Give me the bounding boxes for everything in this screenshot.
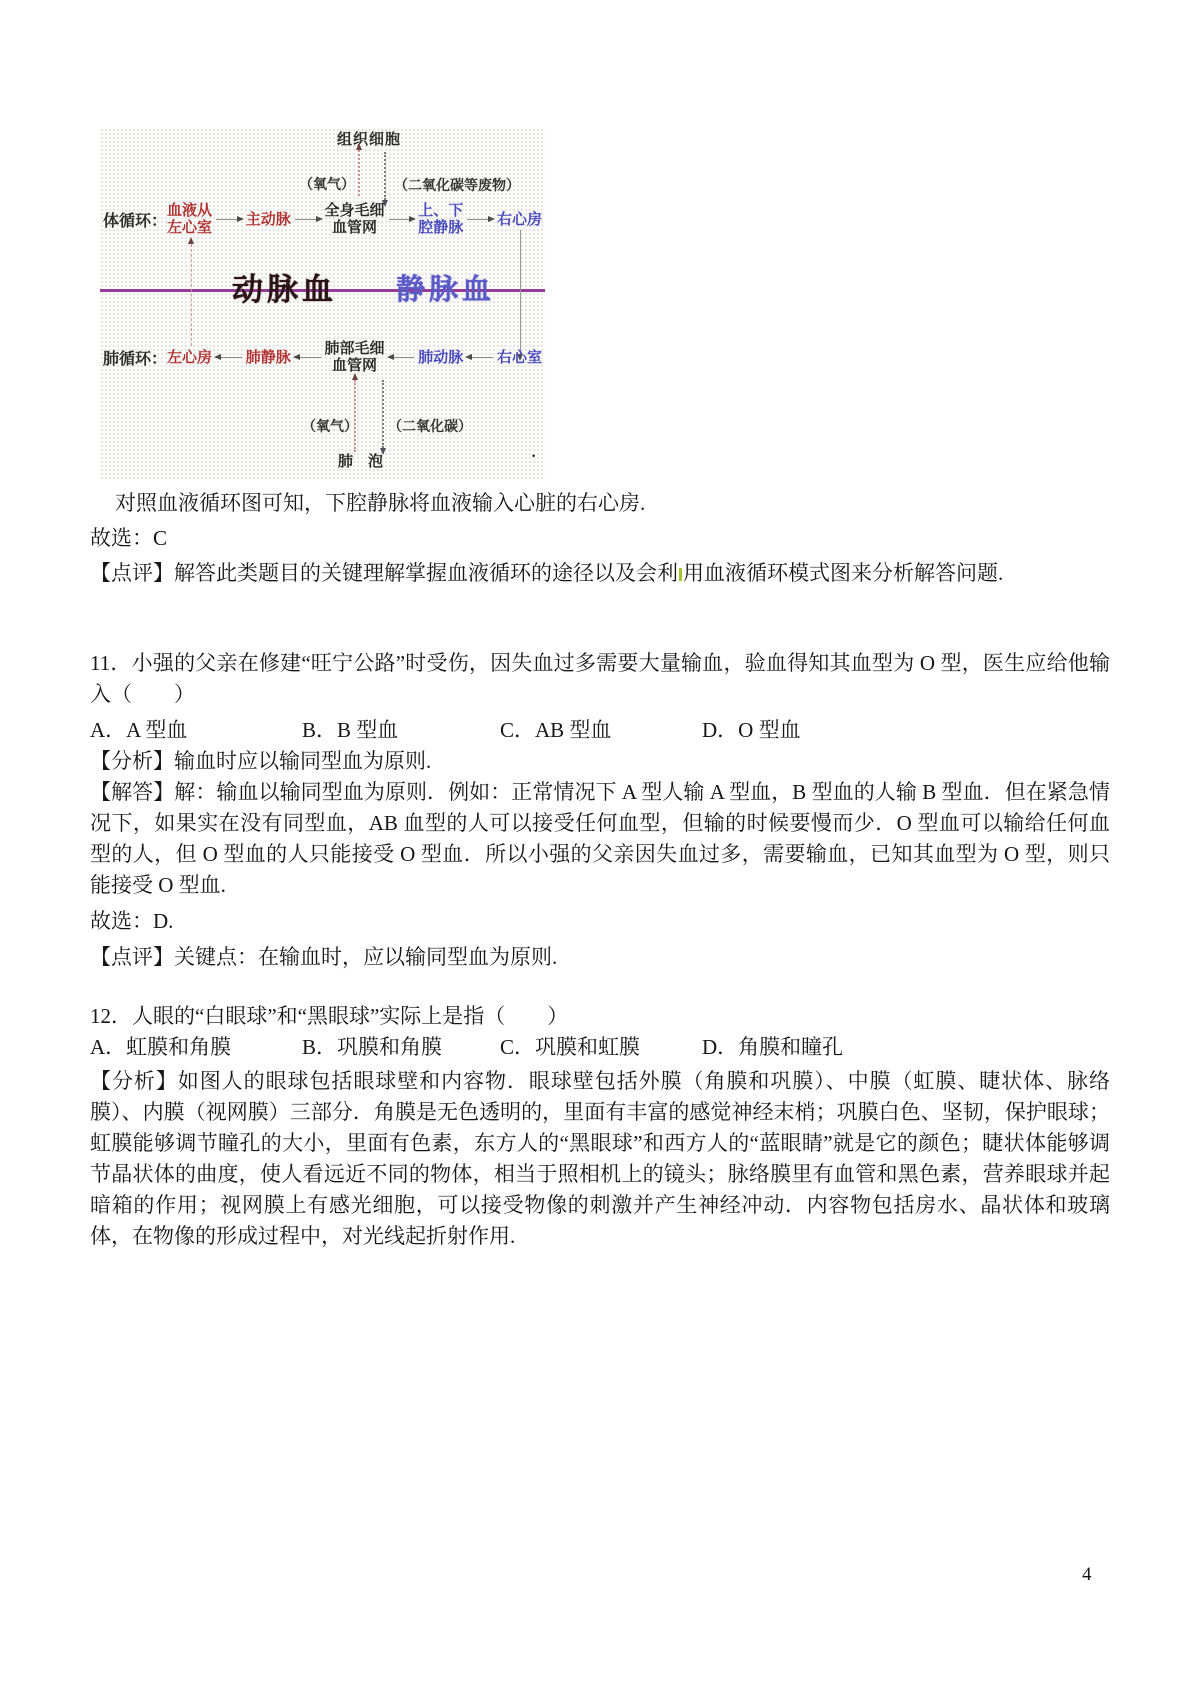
q11-analysis: 【分析】输血时应以输同型血为原则. [90, 749, 432, 773]
diagram-oxygen-bottom-label: （氧气） [302, 418, 358, 434]
q11-stem: 11．小强的父亲在修建“旺宁公路”时受伤，因失血过多需要大量输血，验血得知其血型为 O 型，医生应给他输入（ ） [90, 651, 1110, 706]
question-11 [90, 648, 1110, 973]
node-left-ventricle: 血液从 左心室 [167, 202, 213, 236]
co2-down-arrow-icon [382, 380, 384, 448]
diagram-tissue-cells-label: 组织细胞 [337, 131, 402, 148]
node-pulmonary-vein: 肺静脉 [245, 348, 291, 366]
arrow-left-icon [389, 357, 415, 358]
arrow-right-icon [467, 219, 493, 220]
left-atrium-to-ventricle-arrow-icon [191, 244, 192, 346]
diagram-trailing-period: . [531, 438, 537, 462]
arrow-right-icon [389, 219, 415, 220]
node-pulmonary-artery: 肺动脉 [418, 348, 464, 366]
systemic-label: 体循环： [103, 212, 168, 230]
arrow-right-icon [295, 219, 321, 220]
diagram-oxygen-top-label: （氧气） [299, 176, 355, 192]
oxygen-up-arrow-icon [354, 380, 356, 452]
page-number: 4 [1082, 1564, 1092, 1585]
arrow-left-icon [467, 357, 493, 358]
diagram-co2-bottom-label: （二氧化碳） [388, 418, 472, 434]
node-vena-cava: 上、下 腔静脉 [418, 202, 464, 236]
node-right-atrium: 右心房 [497, 210, 543, 228]
q11-option-c: C．AB 型血 [500, 718, 612, 742]
q12-option-c: C．巩膜和虹膜 [500, 1035, 641, 1059]
q11-options-row [90, 715, 1110, 746]
pulmonary-label: 肺循环： [103, 350, 168, 368]
arrow-left-icon [216, 357, 242, 358]
oxygen-up-arrow-icon [358, 150, 360, 196]
q10-tail-section [90, 486, 1110, 591]
q12-stem: 12．人眼的“白眼球”和“黑眼球”实际上是指（ ） [90, 1004, 569, 1028]
node-left-atrium: 左心房 [167, 348, 213, 366]
co2-down-arrow-icon [384, 152, 386, 200]
right-atrium-to-ventricle-arrow-icon [520, 230, 521, 354]
q11-option-a: A．A 型血 [90, 718, 188, 742]
arrow-left-icon [295, 357, 321, 358]
diagram-alveoli-label: 肺 泡 [338, 453, 384, 470]
q11-option-d: D．O 型血 [702, 718, 801, 742]
q10-comment: 【点评】解答此类题目的关键理解掌握血液循环的途径以及会利 用血液循环模式图来分析解答问题. [90, 561, 1004, 585]
q11-answer: 故选：D. [90, 909, 174, 933]
q12-option-a: A．虹膜和角膜 [90, 1035, 232, 1059]
q12-analysis: 【分析】如图人的眼球包括眼球壁和内容物．眼球壁包括外膜（角膜和巩膜）、中膜（虹膜、睫状体、脉络膜）、内膜（视网膜）三部分．角膜是无色透明的，里面有丰富的感觉神经末梢；巩膜白色、坚韧，保护眼球；虹膜能够调节瞳孔的大小，里面有色素，东方人的“黑眼球”和西方人的“蓝眼睛”就是它的颜色；睫状体能够调节晶状体的曲度，使人看远近不同的物体，相当于照相机上的镜头；脉络膜里有血管和黑色素，营养眼球并起暗箱的作用；视网膜上有感光细胞，可以接受物像的刺激并产生神经冲动．内容物包括房水、晶状体和玻璃体，在物像的形成过程中，对光线起折射作用. [90, 1069, 1110, 1248]
q11-option-b: B．B 型血 [302, 718, 399, 742]
arrow-right-icon [216, 219, 242, 220]
q12-option-b: B．巩膜和角膜 [302, 1035, 443, 1059]
pulmonary-circulation-row [103, 340, 542, 374]
node-body-capillaries: 全身毛细 血管网 [324, 202, 385, 236]
q11-comment: 【点评】关键点：在输血时，应以输同型血为原则. [90, 945, 558, 969]
q10-answer: 故选：C [90, 526, 168, 550]
blood-circulation-diagram [100, 128, 545, 480]
q12-option-d: D．角膜和瞳孔 [702, 1035, 844, 1059]
green-artifact-mark [679, 568, 682, 581]
diagram-co2-top-label: （二氧化碳等废物） [394, 177, 520, 193]
node-aorta: 主动脉 [245, 210, 291, 228]
q10-conclusion: 对照血液循环图可知，下腔静脉将血液输入心脏的右心房. [115, 491, 646, 515]
question-12 [90, 1001, 1110, 1252]
q11-solution: 【解答】解：输血以输同型血为原则．例如：正常情况下 A 型人输 A 型血，B 型血的人输 B 型血．但在紧急情况下，如果实在没有同型血，AB 血型的人可以接受任何血型，但输的时候要慢而少．O 型血可以输给任何血型的人，但 O 型血的人只能接受 O 型血．所以小强的父亲因失血过多，需要输血，已知其血型为 O 型，则只能接受 O 型血. [90, 780, 1110, 897]
venous-blood-label: 静脉血 [396, 274, 496, 306]
node-right-ventricle: 右心室 [497, 348, 543, 366]
q12-options-row [90, 1032, 1110, 1063]
systemic-circulation-row [103, 202, 542, 236]
node-lung-capillaries: 肺部毛细 血管网 [324, 340, 385, 374]
arterial-blood-label: 动脉血 [232, 272, 337, 307]
